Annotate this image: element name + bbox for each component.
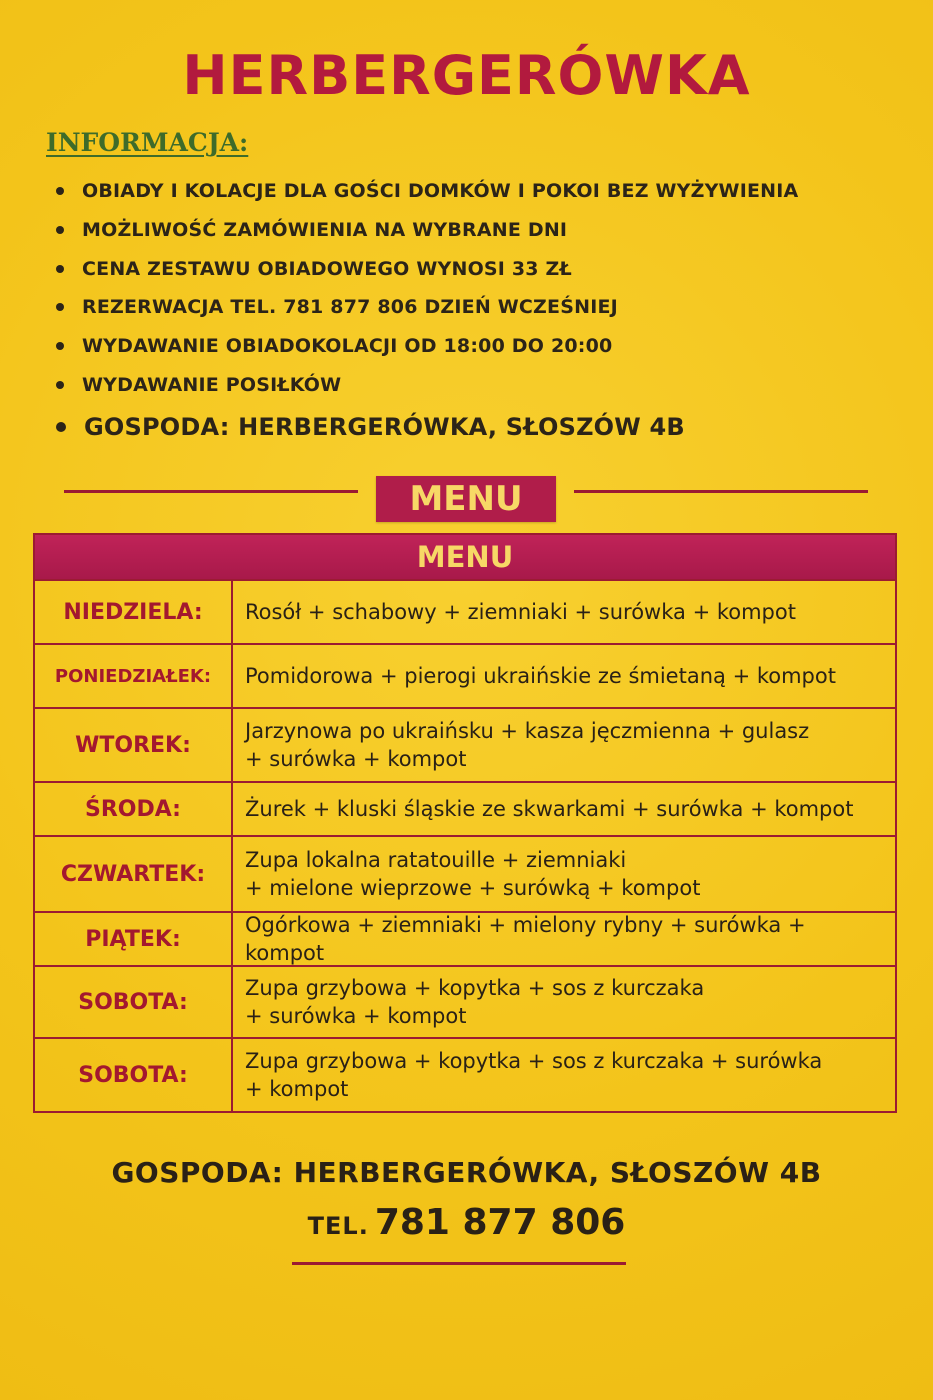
info-item-text: GOSPODA: HERBERGERÓWKA, SŁOSZÓW 4B [84,413,685,442]
info-item-text: REZERWACJA TEL. 781 877 806 DZIEŃ WCZEŚNIEJ [82,296,618,319]
menu-dish: Zupa grzybowa + kopytka + sos z kurczaka + surówka + kompot [245,976,705,1028]
menu-day: PONIEDZIAŁEK: [35,645,233,707]
bullet-icon [56,187,64,195]
info-item-text: WYDAWANIE OBIADOKOLACJI OD 18:00 DO 20:00 [82,335,613,358]
menu-day: SOBOTA: [35,967,233,1037]
menu-dish: Rosół + schabowy + ziemniaki + surówka + kompot [245,600,796,624]
menu-row [35,837,895,913]
bullet-icon [56,303,64,311]
info-item [56,327,798,366]
menu-row [35,581,895,645]
info-list [56,172,798,447]
menu-day: SOBOTA: [35,1039,233,1111]
menu-row [35,967,895,1039]
menu-table-header: MENU [35,535,895,581]
menu-row [35,709,895,783]
menu-table [33,533,897,1113]
menu-row [35,1039,895,1111]
footer-divider [292,1262,626,1265]
info-item [56,249,798,288]
menu-day: WTOREK: [35,709,233,781]
phone-number: 781 877 806 [374,1202,626,1243]
menu-dish: Jarzynowa po ukraińsku + kasza jęczmienna + gulasz + surówka + kompot [245,719,810,771]
menu-day: PIĄTEK: [35,913,233,965]
menu-dish: Żurek + kluski śląskie ze skwarkami + surówka + kompot [245,797,854,821]
menu-dish: Pomidorowa + pierogi ukraińskie ze śmietaną + kompot [245,664,836,688]
menu-badge: MENU [376,476,556,522]
footer-address: GOSPODA: HERBERGERÓWKA, SŁOSZÓW 4B [111,1156,822,1189]
info-item-text: OBIADY I KOLACJE DLA GOŚCI DOMKÓW I POKOI BEZ WYŻYWIENIA [82,180,799,203]
menu-dish: Zupa grzybowa + kopytka + sos z kurczaka + surówka + kompot [245,1049,823,1101]
info-item [56,365,798,404]
info-item [56,172,798,211]
menu-row [35,645,895,709]
bullet-icon [56,265,64,273]
footer-phone [0,1202,933,1243]
bullet-icon [56,342,64,350]
menu-dish: Zupa lokalna ratatouille + ziemniaki + mielone wieprzowe + surówką + kompot [245,848,701,900]
menu-divider-right [574,490,868,493]
info-item [56,288,798,327]
menu-day: ŚRODA: [35,783,233,835]
menu-dish: Ogórkowa + ziemniaki + mielony rybny + surówka + kompot [245,913,806,965]
info-item-text: MOŻLIWOŚĆ ZAMÓWIENIA NA WYBRANE DNI [82,219,568,242]
menu-day: NIEDZIELA: [35,581,233,643]
phone-label: TEL. [307,1212,369,1240]
bullet-icon [56,381,64,389]
info-heading: INFORMACJA: [46,128,249,157]
bullet-icon [56,226,64,234]
info-item-text: WYDAWANIE POSIŁKÓW [82,373,342,396]
bullet-icon [56,422,66,432]
page-title: HERBERGERÓWKA [182,44,751,107]
menu-row [35,913,895,967]
info-item-text: CENA ZESTAWU OBIADOWEGO WYNOSI 33 ZŁ [82,257,572,280]
menu-row [35,783,895,837]
menu-day: CZWARTEK: [35,837,233,911]
menu-divider-left [64,490,358,493]
info-item [56,211,798,250]
info-item-address [56,408,798,447]
